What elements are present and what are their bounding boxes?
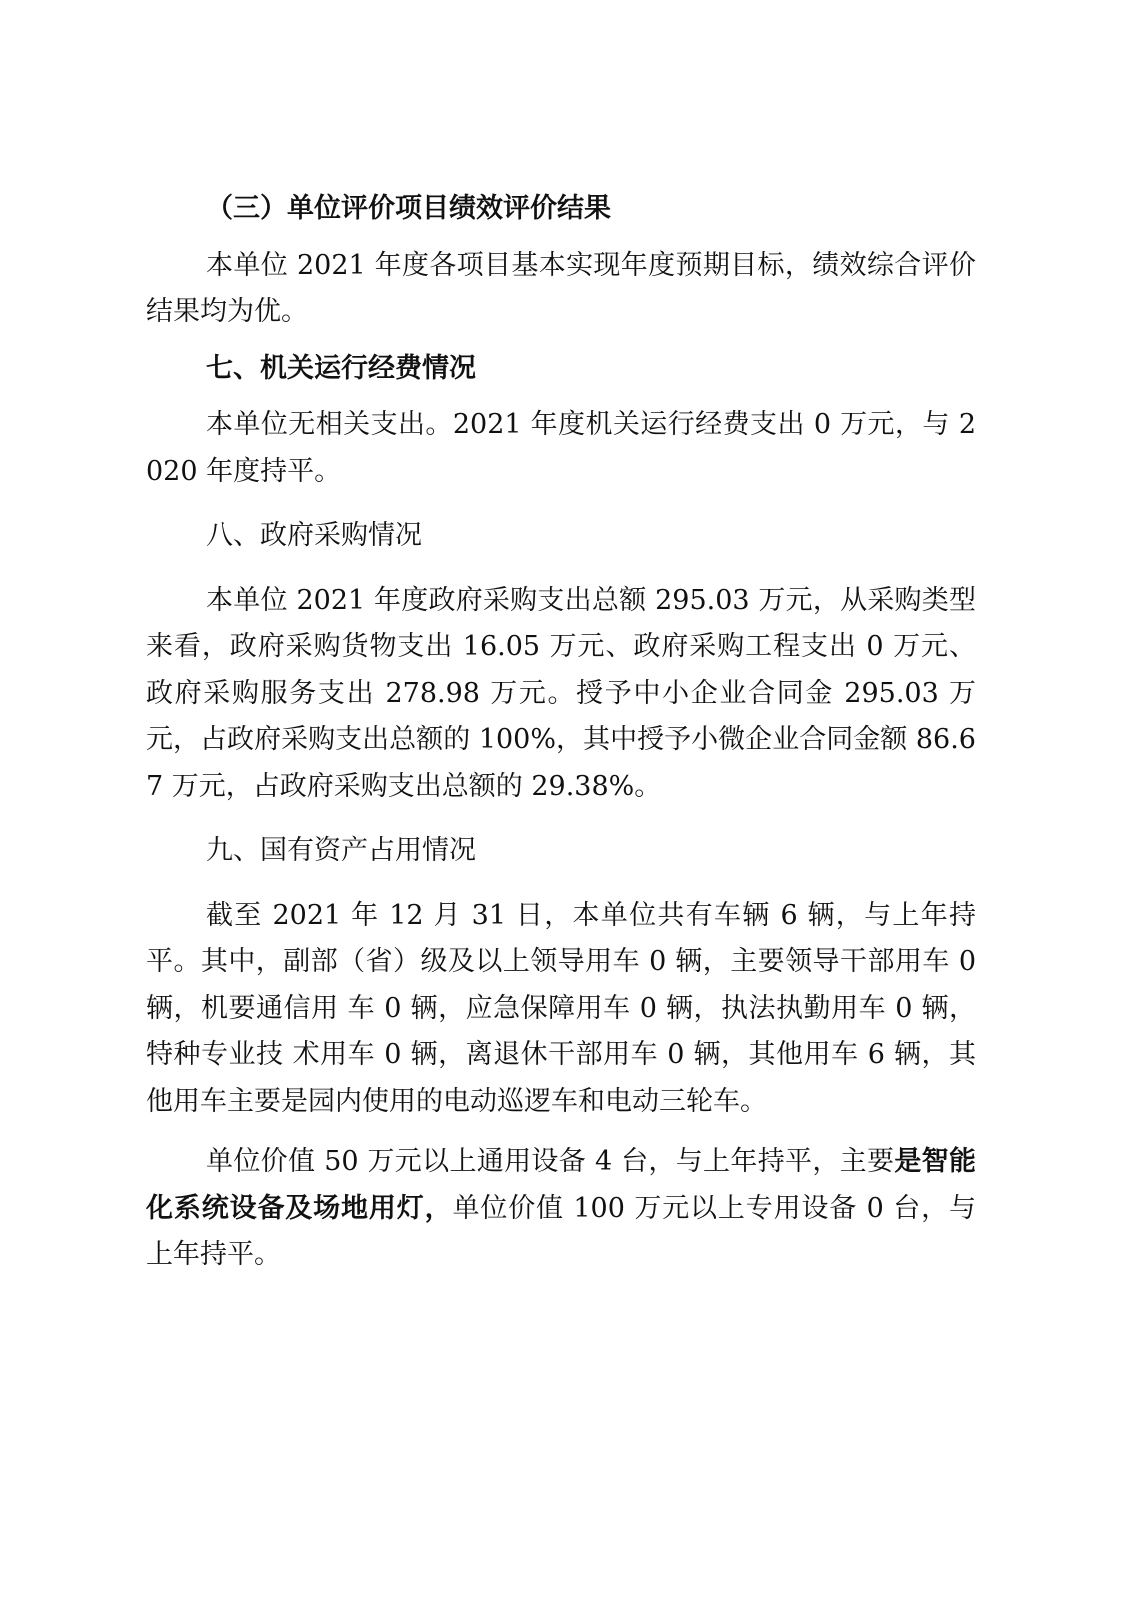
paragraph-equipment xyxy=(146,1139,976,1279)
equipment-text-bold: 是智能化系统设备及场地用灯， xyxy=(146,1146,976,1224)
paragraph-procurement: 本单位 2021 年度政府采购支出总额 295.03 万元，从采购类型来看，政府采购货物支出 16.05 万元、政府采购工程支出 0 万元、政府采购服务支出 278.98 万元。授予中小企业合同金 295.03 万元，占政府采购支出总额的 100%，其中授予小微企业合同金额 86.67 万元，占政府采购支出总额的 29.38%。 xyxy=(146,584,976,802)
section-heading-state-assets: 九、国有资产占用情况 xyxy=(206,835,476,866)
paragraph-operating-expenses: 本单位无相关支出。2021 年度机关运行经费支出 0 万元，与 2020 年度持平。 xyxy=(146,409,976,487)
section-heading-operating-expenses: 七、机关运行经费情况 xyxy=(206,352,476,384)
equipment-text-end: 单位价值 100 万元以上专用设备 0 台，与上年持平。 xyxy=(146,1192,976,1270)
section-heading-procurement: 八、政府采购情况 xyxy=(206,520,422,551)
equipment-text-start: 单位价值 50 万元以上通用设备 4 台，与上年持平，主要 xyxy=(206,1146,895,1177)
section-heading-performance-results: （三）单位评价项目绩效评价结果 xyxy=(206,193,611,224)
paragraph-performance-results: 本单位 2021 年度各项目基本实现年度预期目标，绩效综合评价结果均为优。 xyxy=(146,249,976,327)
document-page xyxy=(146,186,976,1279)
paragraph-vehicles: 截至 2021 年 12 月 31 日，本单位共有车辆 6 辆，与上年持平。其中，副部（省）级及以上领导用车 0 辆，主要领导干部用车 0 辆，机要通信用 车 0 辆，应急保障用车 0 辆，执法执勤用车 0 辆，特种专业技 术用车 0 辆，离退休干部用车 0 辆，其他用车 6 辆，其他用车主要是园内使用的电动巡逻车和电动三轮车。 xyxy=(146,899,976,1117)
